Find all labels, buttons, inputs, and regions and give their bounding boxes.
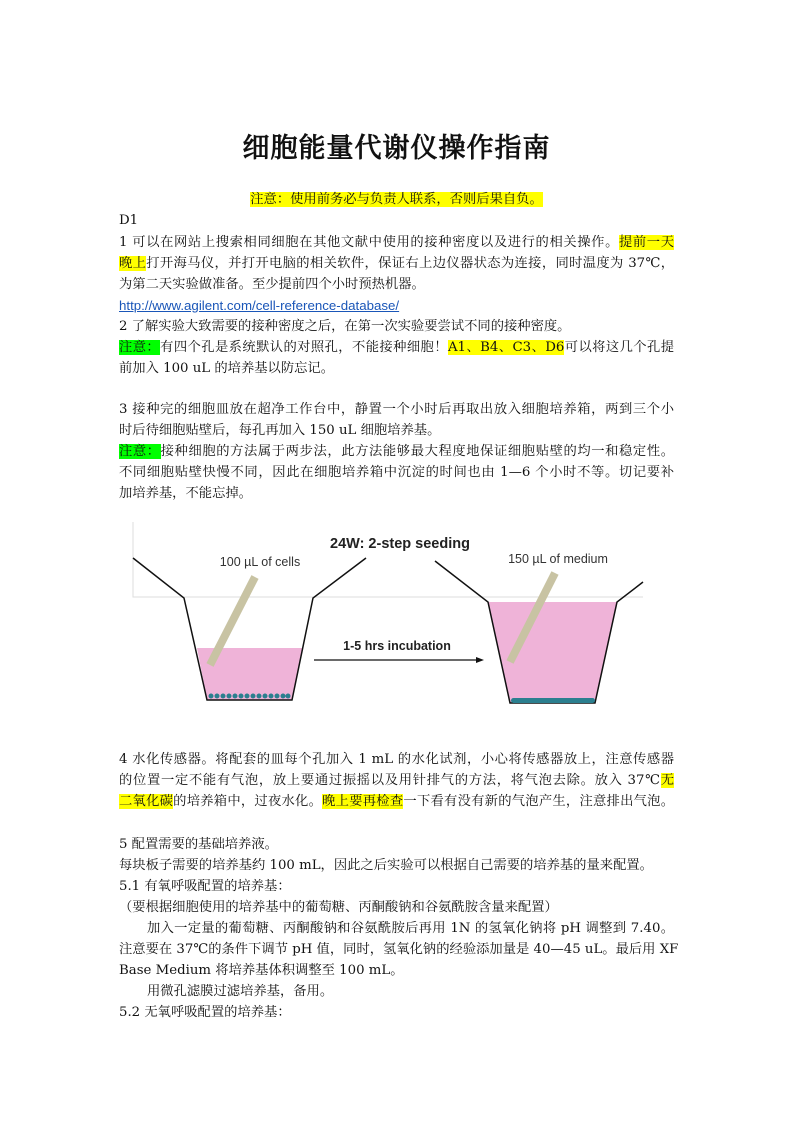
step5-line2: 每块板子需要的培养基约 100 mL，因此之后实验可以根据自己需要的培养基的量来配置。 xyxy=(119,858,653,873)
step5-line1: 5 配置需要的基础培养液。 xyxy=(119,837,278,852)
step2-line2: 注意：有四个孔是系统默认的对照孔，不能接种细胞！A1、B4、C3、D6可以将这几个孔提 xyxy=(119,340,675,355)
figure-title: 24W: 2-step seeding xyxy=(330,536,470,552)
section-d1: D1 xyxy=(119,213,139,228)
step4-line1: 4 水化传感器。将配套的皿每个孔加入 1 mL 的水化试剂，小心将传感器放上，注意传感器 xyxy=(119,752,674,767)
step4-line3: 二氧化碳的培养箱中，过夜水化。晚上要再检查一下看有没有新的气泡产生，注意排出气泡。 xyxy=(119,794,675,809)
step5-line6: 注意要在 37℃的条件下调节 pH 值，同时，氢氧化钠的经验添加量是 40—45 uL。最后用 XF xyxy=(119,942,679,957)
step5-line8: 用微孔滤膜过滤培养基，备用。 xyxy=(147,984,334,999)
step3-line1: 3 接种完的细胞皿放在超净工作台中，静置一个小时后再取出放入细胞培养箱，两到三个小 xyxy=(119,402,674,417)
cell-reference-link[interactable]: http://www.agilent.com/cell-reference-database/ xyxy=(119,298,400,313)
step1-line2: 晚上打开海马仪，并打开电脑的相关软件，保证右上边仪器状态为连接，同时温度为 37℃， xyxy=(119,256,674,271)
step3-line2: 时后待细胞贴壁后，每孔再加入 150 uL 细胞培养基。 xyxy=(119,423,441,438)
right-label: 150 µL of medium xyxy=(508,552,608,566)
page-title: 细胞能量代谢仪操作指南 xyxy=(242,133,551,164)
step5-line5: 加入一定量的葡萄糖、丙酮酸钠和谷氨酰胺后再用 1N 的氢氧化钠将 pH 调整到 7.40。 xyxy=(147,921,674,936)
step5-line7: Base Medium 将培养基体积调整至 100 mL。 xyxy=(119,963,404,978)
left-label: 100 µL of cells xyxy=(219,555,301,569)
step3-line5: 加培养基，不能忘掉。 xyxy=(119,486,252,501)
right-well-cell-layer xyxy=(511,698,595,703)
step1-line1: 1 可以在网站上搜索相同细胞在其他文献中使用的接种密度以及进行的相关操作。提前一天 xyxy=(119,235,675,250)
step5-1-heading: 5.1 有氧呼吸配置的培养基： xyxy=(119,879,291,894)
arrow-label: 1-5 hrs incubation xyxy=(343,639,451,653)
step1-line3: 为第二天实验做准备。至少提前四个小时预热机器。 xyxy=(119,277,425,292)
step2-line3: 前加入 100 uL 的培养基以防忘记。 xyxy=(119,361,335,376)
warning-notice: 注意：使用前务必与负责人联系，否则后果自负。 xyxy=(250,192,543,207)
arrow-head xyxy=(476,657,484,663)
step4-line2: 的位置一定不能有气泡，放上要通过振摇以及用针排气的方法，将气泡去除。放入 37℃无 xyxy=(119,773,674,788)
step5-line4: （要根据细胞使用的培养基中的葡萄糖、丙酮酸钠和谷氨酰胺含量来配置） xyxy=(119,900,558,915)
step2-line1: 2 了解实验大致需要的接种密度之后，在第一次实验要尝试不同的接种密度。 xyxy=(119,319,571,334)
step3-line3: 注意：接种细胞的方法属于两步法，此方法能够最大程度地保证细胞贴壁的均一和稳定性。 xyxy=(119,444,675,459)
step5-2-heading: 5.2 无氧呼吸配置的培养基： xyxy=(119,1005,291,1020)
step3-line4: 不同细胞贴壁快慢不同，因此在细胞培养箱中沉淀的时间也由 1—6 个小时不等。切记要补 xyxy=(119,465,674,480)
